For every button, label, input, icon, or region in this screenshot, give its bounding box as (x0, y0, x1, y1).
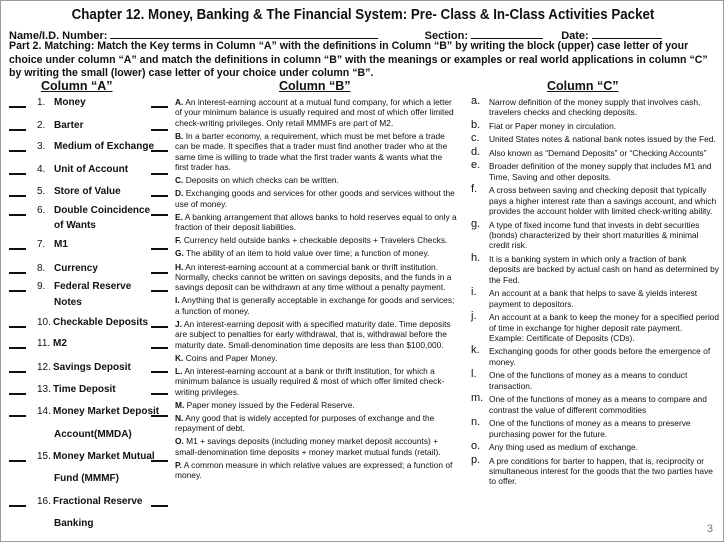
section-field[interactable] (471, 28, 543, 39)
term-answer-blank[interactable] (9, 290, 26, 292)
term-label: of Wants (54, 220, 96, 231)
definition-item (175, 460, 457, 481)
definition-text: An interest-earning account at a mutual fund company, for which a letter of your minimum balance is usually required and most of which offer limited check-writing privileges. Only retail MMMFs are part of M2. (175, 97, 454, 128)
term-answer-blank[interactable] (9, 272, 26, 274)
term-item (37, 238, 68, 252)
column-a-heading: Column “A” (41, 79, 113, 93)
term-answer-blank[interactable] (9, 415, 26, 417)
term-number: 16. (37, 496, 51, 507)
definition-item (175, 212, 457, 233)
example-letter: i. (471, 286, 477, 299)
example-letter: a. (471, 95, 481, 107)
term-number: 7. (37, 239, 46, 250)
example-item (471, 185, 719, 216)
example-item (471, 288, 719, 309)
term-item (37, 119, 83, 133)
definition-text: M1 + savings deposits (including money market deposit accounts) + small-denomination time deposits + money market mutual funds (retail). (175, 436, 441, 457)
example-item (471, 453, 719, 487)
term-number: 11. (37, 338, 51, 349)
definition-letter: I. (175, 295, 180, 306)
term-number: 8. (37, 263, 46, 274)
example-item (471, 418, 719, 439)
term-number: 13. (37, 384, 51, 395)
example-letter: n. (471, 416, 481, 429)
term-answer-blank[interactable] (9, 326, 26, 328)
example-item (471, 346, 719, 367)
definition-answer-blank[interactable] (151, 214, 168, 216)
example-text: Also known as “Demand Deposits” or “Checking Accounts” (489, 147, 707, 158)
example-letter: l. (471, 368, 477, 381)
term-item (37, 428, 132, 442)
definition-answer-blank[interactable] (151, 272, 168, 274)
term-number: 12. (37, 362, 51, 373)
definition-answer-blank[interactable] (151, 129, 168, 131)
definition-answer-blank[interactable] (151, 326, 168, 328)
term-answer-blank[interactable] (9, 371, 26, 373)
definition-letter: P. (175, 459, 182, 470)
term-label: M2 (53, 338, 67, 349)
definition-text: A common measure in which relative values are expressed; a function of money. (175, 459, 453, 481)
term-item (37, 495, 143, 509)
definition-text: Anything that is generally acceptable in exchange for goods and services; a function of money. (175, 295, 455, 316)
term-label: Checkable Deposits (53, 317, 149, 328)
term-label: Account(MMDA) (54, 429, 132, 440)
example-letter: o. (471, 440, 481, 453)
term-number: 15. (37, 451, 51, 462)
definition-letter: N. (175, 412, 184, 423)
definition-answer-blank[interactable] (151, 347, 168, 349)
definition-item (175, 235, 457, 245)
term-answer-blank[interactable] (9, 214, 26, 216)
term-label: Barter (54, 120, 84, 131)
term-item (37, 296, 82, 310)
definition-letter: M. (175, 399, 185, 410)
definition-text: An interest-earning account at a bank or thrift institution, for which a minimum balance is usually required & most of which offer limited check-writing privileges. (175, 365, 445, 397)
example-text: A cross between saving and checking deposit that typically pays a higher interest rate than a savings account, and which provides the account holder with limited check-writing ability. (489, 185, 717, 217)
definition-text: Deposits on which checks can be written. (185, 175, 339, 186)
example-letter: k. (471, 344, 480, 357)
term-item (37, 337, 67, 351)
term-label: Savings Deposit (53, 362, 131, 373)
example-text: An account at a bank that helps to save & yields interest payment to depositors. (489, 288, 698, 309)
definition-item (175, 188, 457, 209)
example-letter: b. (471, 118, 481, 131)
term-label: Money (54, 97, 86, 108)
definition-item (175, 400, 457, 410)
example-letter: j. (471, 310, 477, 323)
example-text: A pre conditions for barter to happen, that is, reciprocity or simultaneous interest for the goods that the two parties have to offer. (489, 455, 713, 487)
example-letter: p. (471, 453, 481, 466)
definition-letter: G. (175, 248, 184, 259)
date-field[interactable] (592, 28, 662, 39)
term-label: Currency (54, 263, 98, 274)
term-answer-blank[interactable] (9, 129, 26, 131)
term-number: 3. (37, 141, 46, 152)
term-number: 5. (37, 186, 46, 197)
term-label: Notes (54, 297, 82, 308)
term-answer-blank[interactable] (9, 150, 26, 152)
example-item (471, 118, 719, 131)
page-number: 3 (706, 523, 713, 535)
definition-letter: L. (175, 365, 183, 376)
definition-item (175, 262, 457, 293)
name-label: Name/I.D. Number: (9, 30, 108, 42)
example-letter: f. (471, 183, 478, 196)
term-item (37, 405, 159, 419)
example-item (471, 312, 719, 343)
example-text: Fiat or Paper money in circulation. (489, 120, 617, 131)
example-item (471, 134, 719, 144)
term-item (37, 316, 148, 330)
term-item (37, 163, 128, 177)
definition-answer-blank[interactable] (151, 290, 168, 292)
column-b-heading: Column “B” (279, 79, 351, 93)
example-text: One of the functions of money as a means to conduct transaction. (489, 370, 688, 391)
example-item (471, 145, 719, 158)
example-item (471, 442, 719, 452)
example-text: United States notes & national bank notes issued by the Fed. (489, 134, 716, 145)
example-letter: h. (471, 251, 481, 264)
term-item (37, 472, 119, 486)
term-item (37, 383, 116, 397)
definition-answer-blank[interactable] (151, 106, 168, 108)
definition-letter: O. (175, 436, 184, 447)
term-number: 4. (37, 164, 46, 175)
term-number: 2. (37, 120, 46, 131)
term-item (37, 280, 131, 294)
definition-item (175, 366, 457, 397)
definition-letter: F. (175, 235, 182, 246)
definition-text: In a barter economy, a requirement, which must be met before a trade can be made. It specifies that a trader must find another trader who at the same time is willing to trade what the first trader wants & wants what the first trader has. (175, 130, 448, 173)
definition-item (175, 248, 457, 258)
term-label: Fund (MMMF) (54, 473, 119, 484)
term-label: Time Deposit (53, 384, 116, 395)
section-label: Section: (424, 30, 469, 42)
definition-letter: K. (175, 352, 184, 363)
example-letter: d. (471, 145, 481, 158)
example-text: An account at a bank to keep the money for a specified period of time in exchange for higher deposit rate payment. Example: Certificate of Deposits (CDs). (489, 312, 719, 343)
definition-item (175, 175, 457, 185)
definition-answer-blank[interactable] (151, 505, 168, 507)
column-b-definitions (175, 97, 457, 483)
column-c-heading: Column “C” (547, 79, 619, 93)
definition-answer-blank[interactable] (151, 173, 168, 175)
definition-letter: A. (175, 97, 184, 107)
term-item (37, 96, 86, 110)
definition-letter: B. (175, 130, 184, 141)
term-item (37, 361, 131, 375)
term-label: Money Market Mutual (53, 451, 155, 462)
example-text: Broader definition of the money supply that includes M1 and Time, Saving and other deposits. (489, 161, 712, 182)
example-item (471, 217, 719, 251)
example-text: One of the functions of money as a means to compare and contrast the value of different commodities (489, 394, 707, 415)
example-letter: e. (471, 159, 481, 172)
term-item (37, 140, 154, 154)
term-number: 9. (37, 281, 46, 292)
term-label: Store of Value (54, 186, 121, 197)
example-text: Narrow definition of the money supply that involves cash, travelers checks and checking deposits. (489, 97, 701, 118)
example-item (471, 97, 719, 118)
term-item (37, 204, 150, 218)
definition-item (175, 131, 457, 173)
definition-answer-blank[interactable] (151, 393, 168, 395)
term-number: 10. (37, 317, 51, 328)
example-item (471, 394, 719, 415)
term-number: 14. (37, 406, 51, 417)
term-item (37, 262, 98, 276)
example-text: Exchanging goods for other goods before the emergence of money. (489, 346, 711, 367)
term-answer-blank[interactable] (9, 460, 26, 462)
term-answer-blank[interactable] (9, 106, 26, 108)
term-number: 1. (37, 97, 46, 108)
term-label: Banking (54, 518, 94, 529)
term-answer-blank[interactable] (9, 248, 26, 250)
term-answer-blank[interactable] (9, 505, 26, 507)
example-letter: c. (471, 132, 480, 145)
example-letter: m. (471, 392, 484, 405)
definition-text: Currency held outside banks + checkable deposits + Travelers Checks. (183, 235, 448, 246)
example-item (471, 370, 719, 391)
definition-text: The ability of an item to hold value over time; a function of money. (186, 248, 430, 259)
definition-text: Exchanging goods and services for other goods and services without the use of money. (175, 188, 455, 209)
term-label: Federal Reserve (54, 281, 132, 292)
name-field[interactable] (110, 28, 378, 39)
definition-letter: C. (175, 175, 184, 186)
term-number: 6. (37, 205, 46, 216)
term-label: Unit of Account (54, 164, 129, 175)
definition-item (175, 413, 457, 434)
definition-text: Coins and Paper Money. (185, 352, 278, 363)
term-item (37, 450, 155, 464)
example-item (471, 161, 719, 182)
term-item (37, 517, 93, 531)
term-item (37, 185, 121, 199)
instructions: Part 2. Matching: Match the Key terms in Column “A” with the definitions in Column “B” by writing the block (upper) case letter of your choice under column “A” and match the definitions in column “B” with the meanings or examples or real world applications in column “C” by writing the small (lower) case letter of your choice under column “B”. (9, 40, 708, 80)
example-text: It is a banking system in which only a fraction of bank deposits are backed by actual cash on hand as determined by the Fed. (489, 253, 719, 285)
definition-answer-blank[interactable] (151, 371, 168, 373)
definition-item (175, 436, 457, 457)
definition-letter: H. (175, 261, 184, 272)
definition-text: Paper money issued by the Federal Reserve. (186, 399, 355, 410)
definition-letter: D. (175, 188, 184, 199)
column-c-examples (471, 97, 719, 490)
term-answer-blank[interactable] (9, 347, 26, 349)
example-text: One of the functions of money as a means to preserve purchasing power for the future. (489, 418, 691, 439)
definition-text: Any good that is widely accepted for purposes of exchange and the repayment of debt. (175, 412, 435, 434)
definition-text: An interest-earning account at a commercial bank or thrift institution. Normally, checks cannot be written on savings deposits, and the funds in a savings deposit can be withdrawn at any time without a penalty payment. (175, 261, 452, 293)
term-item (37, 219, 96, 233)
term-label: Money Market Deposit (53, 406, 160, 417)
term-answer-blank[interactable] (9, 173, 26, 175)
term-label: Medium of Exchange (54, 141, 155, 152)
term-label: Fractional Reserve (53, 496, 143, 507)
term-answer-blank[interactable] (9, 195, 26, 197)
definition-item (175, 353, 457, 363)
definition-letter: J. (175, 318, 182, 329)
example-text: Any thing used as medium of exchange. (489, 442, 638, 453)
term-answer-blank[interactable] (9, 393, 26, 395)
date-label: Date: (561, 30, 589, 42)
term-label: M1 (54, 239, 68, 250)
definition-item (175, 319, 457, 350)
example-text: A type of fixed income fund that invests in debt securities (bonds) characterized by their short maturities & minimal credit risk. (489, 219, 700, 251)
definition-item (175, 295, 457, 316)
definition-item (175, 97, 457, 128)
definition-answer-blank[interactable] (151, 248, 168, 250)
example-letter: g. (471, 217, 481, 230)
definition-text: A banking arrangement that allows banks to hold reserves equal to only a fraction of their deposit liabilities. (175, 211, 457, 233)
page-title: Chapter 12. Money, Banking & The Financial System: Pre- Class & In-Class Activities Packet (71, 7, 655, 23)
definition-text: An interest-earning deposit with a specified maturity date. Time deposits are subject to penalties for early withdrawal, that is, withdrawal before the maturity date. Small-denomination time deposits are less than $100,000. (175, 318, 451, 350)
definition-letter: E. (175, 211, 183, 222)
example-item (471, 251, 719, 285)
definition-answer-blank[interactable] (151, 195, 168, 197)
term-label: Double Coincidence (54, 205, 151, 216)
